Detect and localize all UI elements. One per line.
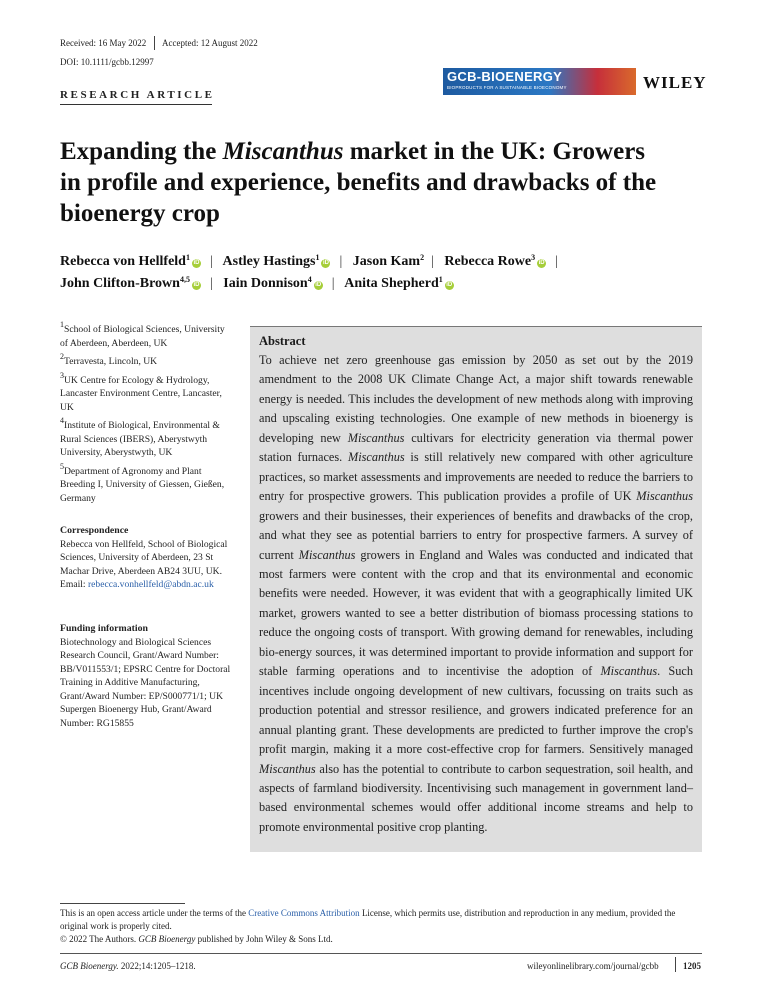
footnote-rule: [60, 903, 185, 904]
author-affiliation: 1: [185, 253, 190, 262]
affiliation-item: $^4$Institute of Biological, Environmental & Rural Sciences (IBERS), Aberystwyth University, Aberystwyth, UK: [60, 416, 220, 458]
affiliation-item: $^2$Terravesta, Lincoln, UK: [60, 352, 158, 367]
footer-divider: [675, 957, 676, 972]
license-note: This is an open access article under the terms of the Creative Commons Attribution License, which permits use, distribution and reproduction in any medium, provided the original work is properly cited.: [60, 908, 676, 931]
author-line-2: John Clifton-Brown$^{4,5}$iD | Iain Donnison$^4$iD | Anita Shepherd$^1$iD: [60, 275, 453, 291]
author-list: [60, 251, 710, 295]
publisher-logo: WILEY: [643, 73, 707, 92]
author-name[interactable]: John Clifton-Brown: [60, 276, 180, 291]
author-name[interactable]: Anita Shepherd: [344, 276, 439, 291]
funding-heading: Funding information: [60, 623, 148, 634]
affiliation-item: $^5$Department of Agronomy and Plant Breeding I, University of Giessen, Gießen, Germany: [60, 461, 225, 504]
author-name[interactable]: Iain Donnison: [223, 276, 308, 291]
correspondence-text: Rebecca von Hellfeld, School of Biological Sciences, University of Aberdeen, 23 St Machar Drive, Aberdeen AB24 3UU, UK.: [60, 538, 228, 577]
correspondence-heading: Correspondence: [60, 525, 129, 536]
journal-logo-tagline: BIOPRODUCTS FOR A SUSTAINABLE BIOECONOMY: [447, 85, 567, 90]
orcid-icon[interactable]: iD: [446, 282, 453, 288]
author-name[interactable]: Rebecca von Hellfeld: [60, 254, 186, 269]
affiliations: [60, 320, 232, 510]
author-line-1: Rebecca von Hellfeld$^1$iD | Astley Hastings$^1$iD | Jason Kam$^2$ | Rebecca Rowe$^3$iD |: [60, 253, 558, 269]
journal-logo: [443, 68, 636, 95]
citation: GCB Bioenergy. 2022;14:1205–1218.: [60, 961, 196, 971]
article-type-underline: [60, 104, 212, 105]
doi[interactable]: DOI: 10.1111/gcbb.12997: [60, 57, 154, 67]
orcid-icon[interactable]: iD: [193, 260, 200, 266]
abstract-text: To achieve net zero greenhouse gas emission by 2050 as set out by the 2019 amendment to the 2008 UK Climate Change Act, a major shift towards renewable energy is needed. This includes the development of new methods along with improving and upscaling existing technologies. One example of new methods in bioenergy is developing new Miscanthus cultivars for electricity generation via thermal power station furnaces. Miscanthus is still relatively new compared with other agriculture practices, so market assessments and improvements are needed to reduce the barriers to entry for prospective growers. This publication provides a profile of UK Miscanthus growers and their businesses, their experiences of benefits and drawbacks of the crop, and what they see as potential barriers to entry for prospective farmers. A survey of current Miscanthus growers in England and Wales was conducted and indicated that most farmers were content with the crop and that its environmental and economic benefits were needed. However, it was evident that with a geographically limited UK market, growers wanted to see a better distribution of biomass processing stations to reduce the ongoing costs of transport. With growing demand for renewables, including bio-energy sources, it was determined important to provide information and support for stable farming operations and to incentivise the adoption of Miscanthus. Such incentives include ongoing development of new cultivars, focussing on traits such as production potential and stressor resilience, and growers indicated preference for an annual planting grant. These developments are predicted to further improve the crop's profit margin, making it a more cost-effective crop for farmers. Sensitively managed Miscanthus also has the potential to contribute to carbon sequestration, soil health, and aspects of farmland biodiversity. Incentivising such management in government land–based environmental schemes would offer additional income streams and help to promote environmental positive crop planting.: [259, 353, 693, 834]
author-affiliation: 1: [315, 253, 320, 262]
copyright-note: © 2022 The Authors. GCB Bioenergy published by John Wiley & Sons Ltd.: [60, 934, 333, 944]
affiliation-item: $^1$School of Biological Sciences, University of Aberdeen, Aberdeen, UK: [60, 320, 225, 349]
orcid-icon[interactable]: iD: [538, 260, 545, 266]
license-link[interactable]: Creative Commons Attribution: [248, 908, 360, 918]
abstract-top-rule: [250, 326, 702, 327]
abstract-heading: Abstract: [259, 334, 306, 348]
correspondence-email-row: Email: rebecca.vonhellfeld@abdn.ac.uk: [60, 579, 214, 590]
received-date: Received: 16 May 2022: [60, 38, 147, 48]
funding-information: [60, 622, 236, 730]
author-affiliation: 4,5: [179, 275, 190, 284]
orcid-icon[interactable]: iD: [322, 260, 329, 266]
article-title: Expanding the Miscanthus market in the UK: Growers in profile and experience, benefits and drawbacks of the bioenergy crop: [60, 138, 657, 227]
author-affiliation: 2: [420, 253, 425, 262]
email-link[interactable]: rebecca.vonhellfeld@abdn.ac.uk: [87, 579, 214, 590]
author-name[interactable]: Jason Kam: [352, 254, 421, 269]
footer-rule: [60, 953, 702, 954]
accepted-date: Accepted: 12 August 2022: [162, 38, 258, 48]
funding-text: Biotechnology and Biological Sciences Research Council, Grant/Award Number: BB/V011553/1; EPSRC Centre for Doctoral Training in Additive Manufacturing, Grant/Award Number: EP/S000771/1; UK Supergen Bioenergy Hub, Grant/Award Number: RG15855: [60, 636, 231, 729]
correspondence: [60, 524, 238, 592]
journal-logo-name: GCB-BIOENERGY: [447, 69, 563, 84]
journal-url[interactable]: wileyonlinelibrary.com/journal/gcbb: [527, 961, 659, 971]
author-affiliation: 1: [438, 275, 443, 284]
orcid-icon[interactable]: iD: [193, 282, 200, 288]
author-name[interactable]: Astley Hastings: [222, 254, 316, 269]
author-name[interactable]: Rebecca Rowe: [444, 254, 532, 269]
author-affiliation: 4: [307, 275, 312, 284]
article-type: RESEARCH ARTICLE: [60, 89, 215, 101]
affiliation-item: $^3$UK Centre for Ecology & Hydrology, Lancaster Environment Centre, Lancaster, UK: [60, 370, 222, 413]
header-divider: [154, 36, 155, 50]
page-number: 1205: [683, 961, 701, 971]
author-affiliation: 3: [531, 253, 536, 262]
orcid-icon[interactable]: iD: [315, 282, 322, 288]
